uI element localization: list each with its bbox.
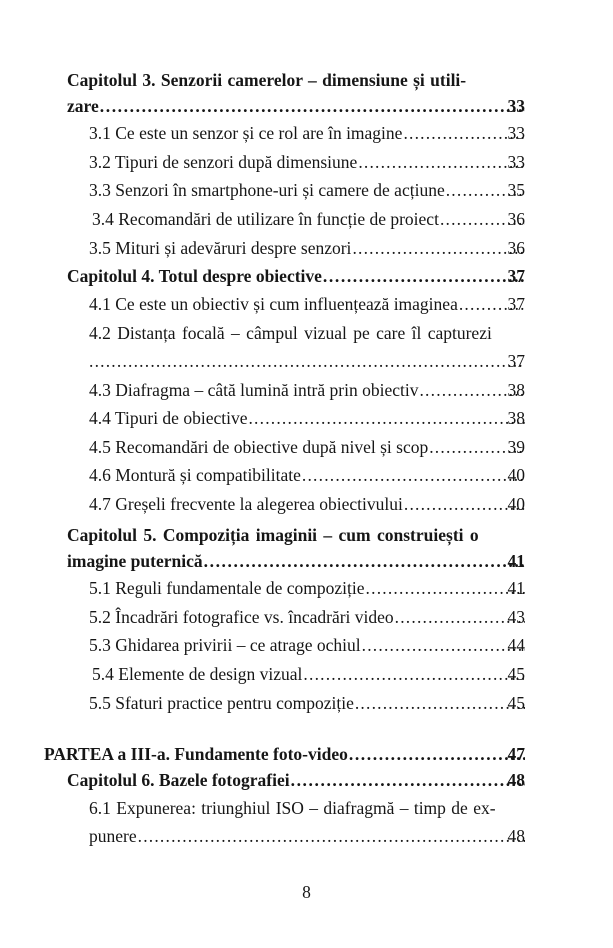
toc-leader-dots <box>248 408 525 428</box>
toc-leader-dots <box>395 607 525 627</box>
toc-leader-dots <box>302 465 525 485</box>
toc-chapter-3-line1-text: Capitolul 3. Senzorii camerelor – dimensiune și utili- <box>67 70 467 90</box>
toc-chapter-5-line1-text: Capitolul 5. Compoziția imaginii – cum construiești o <box>67 525 479 545</box>
toc-leader-dots <box>100 96 525 116</box>
toc-entry-5-3 <box>89 633 525 657</box>
toc-entry-title: 4.5 Recomandări de obiective după nivel și scop <box>89 437 429 457</box>
toc-leader-dots <box>138 826 525 846</box>
toc-entry-3-4 <box>92 207 525 231</box>
toc-entry-page: 36 <box>507 238 525 258</box>
toc-chapter-4 <box>67 264 525 288</box>
toc-leader-dots <box>419 380 525 400</box>
toc-leader-dots <box>323 266 525 286</box>
toc-entry-page: 43 <box>507 607 525 627</box>
toc-entry-title: zare <box>67 96 99 116</box>
toc-entry-6-1-line1 <box>89 796 525 820</box>
toc-entry-3-1 <box>89 121 525 145</box>
toc-entry-3-2 <box>89 150 525 174</box>
toc-leader-dots <box>403 123 525 143</box>
toc-entry-title: 3.5 Mituri și adevăruri despre senzori <box>89 238 352 258</box>
toc-entry-page: 44 <box>507 635 525 655</box>
toc-entry-page: 40 <box>507 494 525 514</box>
toc-leader-dots <box>303 664 525 684</box>
toc-chapter-6 <box>67 768 525 792</box>
toc-entry-page: 37 <box>507 351 525 371</box>
toc-entry-title: 4.6 Montură și compatibilitate <box>89 465 301 485</box>
toc-leader-dots <box>291 770 525 790</box>
toc-entry-title: 3.4 Recomandări de utilizare în funcție de proiect <box>92 209 439 229</box>
toc-leader-dots <box>429 437 525 457</box>
toc-entry-4-6 <box>89 463 525 487</box>
toc-chapter-3-line1 <box>67 68 525 92</box>
toc-entry-title: Capitolul 6. Bazele fotografiei <box>67 770 290 790</box>
toc-chapter-5-line1 <box>67 523 525 547</box>
toc-entry-page: 38 <box>507 380 525 400</box>
toc-entry-title: 4.7 Greșeli frecvente la alegerea obiectivului <box>89 494 403 514</box>
toc-leader-dots <box>358 152 525 172</box>
toc-entry-title: 3.1 Ce este un senzor și ce rol are în imagine <box>89 123 403 143</box>
toc-entry-6-1-line1-text: 6.1 Expunerea: triunghiul ISO – diafragmă – timp de ex- <box>89 798 496 818</box>
page-number: 8 <box>302 882 311 902</box>
toc-part-3 <box>44 742 525 766</box>
toc-entry-title: 5.2 Încadrări fotografice vs. încadrări video <box>89 607 394 627</box>
toc-entry-title: 4.1 Ce este un obiectiv și cum influențează imaginea <box>89 294 458 314</box>
toc-entry-3-3 <box>89 178 525 202</box>
toc-chapter-3 <box>67 94 525 118</box>
toc-leader-dots <box>352 238 525 258</box>
toc-entry-6-1 <box>89 824 525 848</box>
toc-entry-page: 48 <box>507 826 525 846</box>
toc-leader-dots <box>355 693 525 713</box>
toc-entry-4-4 <box>89 406 525 430</box>
toc-entry-4-2-line1 <box>89 321 525 345</box>
toc-leader-dots <box>366 578 525 598</box>
toc-entry-page: 33 <box>507 152 525 172</box>
toc-leader-dots <box>204 551 525 571</box>
toc-entry-page: 39 <box>507 437 525 457</box>
toc-entry-page: 48 <box>507 770 525 790</box>
toc-entry-page: 40 <box>507 465 525 485</box>
toc-leader-dots <box>362 635 525 655</box>
toc-entry-title: punere <box>89 826 137 846</box>
toc-leader-dots <box>446 180 525 200</box>
toc-entry-5-2 <box>89 605 525 629</box>
toc-entry-page: 36 <box>507 209 525 229</box>
toc-entry-3-5 <box>89 236 525 260</box>
toc-entry-4-2-line1-text: 4.2 Distanța focală – câmpul vizual pe care îl capturezi <box>89 323 492 343</box>
toc-entry-page: 41 <box>507 578 525 598</box>
toc-entry-page: 37 <box>507 294 525 314</box>
toc-entry-title: 5.4 Elemente de design vizual <box>92 664 303 684</box>
toc-chapter-5 <box>67 549 525 573</box>
toc-entry-page: 38 <box>507 408 525 428</box>
toc-entry-page: 33 <box>507 123 525 143</box>
toc-entry-title: 3.3 Senzori în smartphone-uri și camere de acțiune <box>89 180 445 200</box>
toc-entry-title: 5.1 Reguli fundamentale de compoziție <box>89 578 365 598</box>
toc-entry-title: imagine puternică <box>67 551 203 571</box>
toc-entry-5-1 <box>89 576 525 600</box>
toc-entry-page: 47 <box>507 744 525 764</box>
toc-leader-dots <box>440 209 525 229</box>
toc-entry-4-3 <box>89 378 525 402</box>
toc-leader-dots <box>349 744 525 764</box>
toc-entry-title: 5.3 Ghidarea privirii – ce atrage ochiul <box>89 635 361 655</box>
toc-entry-5-4 <box>92 662 525 686</box>
toc-entry-4-1 <box>89 292 525 316</box>
toc-entry-4-7 <box>89 492 525 516</box>
toc-entry-5-5 <box>89 691 525 715</box>
toc-entry-title: 4.3 Diafragma – câtă lumină intră prin obiectiv <box>89 380 419 400</box>
toc-entry-page: 35 <box>507 180 525 200</box>
toc-entry-page: 41 <box>507 551 525 571</box>
toc-leader-dots <box>89 351 525 371</box>
toc-entry-page: 45 <box>507 693 525 713</box>
toc-entry-page: 33 <box>507 96 525 116</box>
toc-entry-page: 37 <box>507 266 525 286</box>
toc-entry-title: Capitolul 4. Totul despre obiective <box>67 266 322 286</box>
toc-leader-dots <box>404 494 525 514</box>
toc-entry-4-5 <box>89 435 525 459</box>
toc-leader-dots <box>459 294 525 314</box>
toc-entry-title: 5.5 Sfaturi practice pentru compoziție <box>89 693 354 713</box>
toc-entry-title: PARTEA a III-a. Fundamente foto-video <box>44 744 348 764</box>
toc-entry-page: 45 <box>507 664 525 684</box>
toc-entry-title: 4.4 Tipuri de obiective <box>89 408 248 428</box>
toc-entry-title: 3.2 Tipuri de senzori după dimensiune <box>89 152 358 172</box>
toc-entry-4-2 <box>89 349 525 373</box>
